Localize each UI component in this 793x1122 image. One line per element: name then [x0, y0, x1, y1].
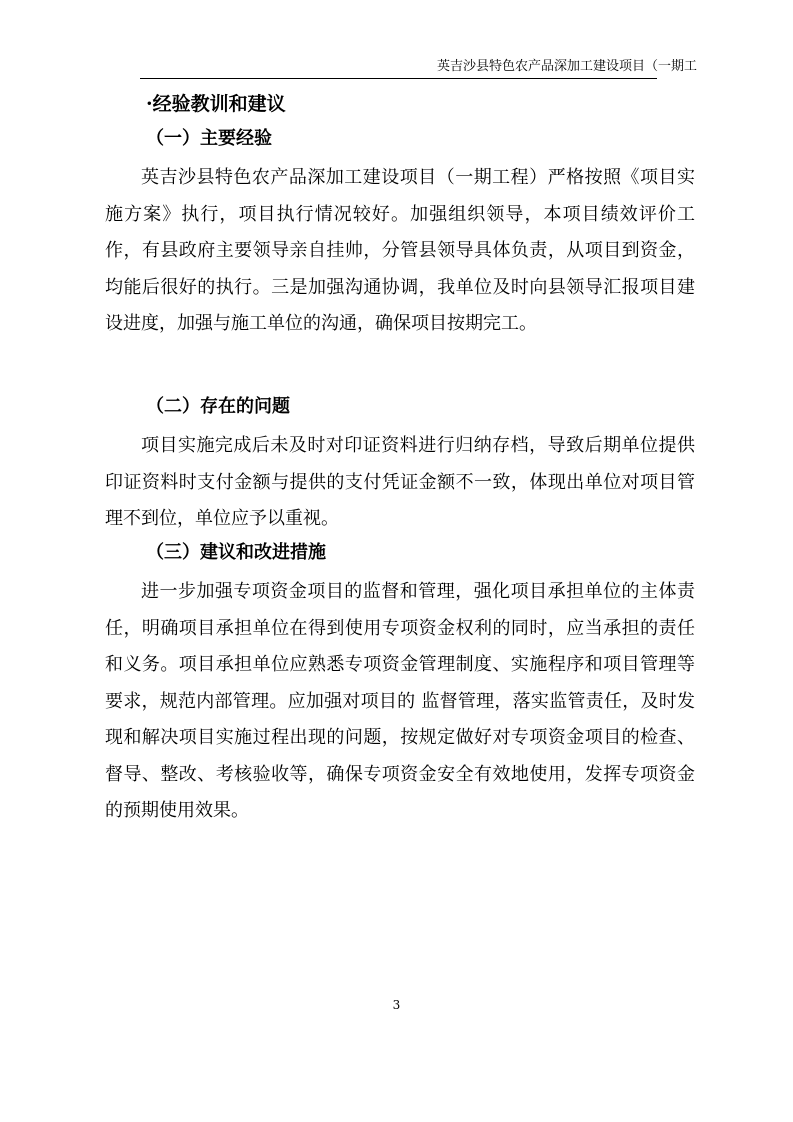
header-rule: [140, 78, 657, 79]
running-header: 英吉沙县特色农产品深加工建设项目（一期工: [436, 59, 697, 74]
paragraph-problems: 项目实施完成后未及时对印证资料进行归纳存档，导致后期单位提供印证资料时支付金额与提供的支付凭证金额不一致，体现出单位对项目管理不到位，单位应予以重视。: [105, 435, 695, 529]
paragraph-main-experience: 英吉沙县特色农产品深加工建设项目（一期工程）严格按照《项目实施方案》执行，项目执行情况较好。加强组织领导，本项目绩效评价工作，有县政府主要领导亲自挂帅，分管县领导具体负责，从项目到资金，均能后很好的执行。三是加强沟通协调，我单位及时向县领导汇报项目建设进度，加强与施工单位的沟通，确保项目按期完工。: [105, 167, 695, 334]
section-title: ·经验教训和建议: [146, 93, 286, 115]
page-number: 3: [392, 998, 401, 1012]
subsection-heading-suggestions: （三）建议和改进措施: [146, 542, 326, 563]
paragraph-suggestions: 进一步加强专项资金项目的监督和管理，强化项目承担单位的主体责任，明确项目承担单位在得到使用专项资金权利的同时，应当承担的责任和义务。项目承担单位应熟悉专项资金管理制度、实施程序和项目管理等要求，规范内部管理。应加强对项目的 监督管理，落实监管责任，及时发现和解决项目实施过程出现的问题，按规定做好对专项资金项目的检查、督导、整改、考核验收等，确保专项资金安全有效地使用，发挥专项资金的预期使用效果。: [105, 581, 695, 821]
subsection-heading-main-experience: （一）主要经验: [146, 128, 272, 149]
subsection-heading-problems: （二）存在的问题: [146, 396, 290, 417]
